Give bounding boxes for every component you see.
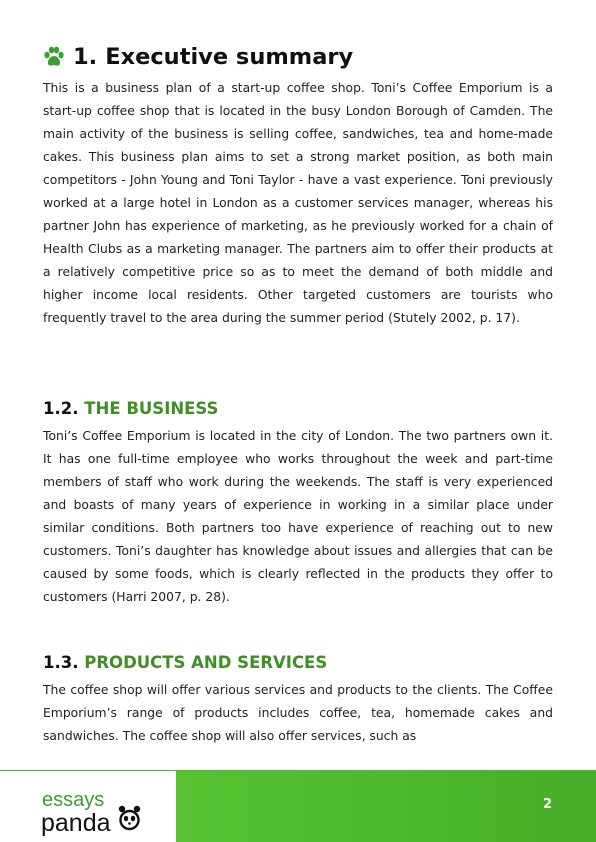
executive-summary-paragraph: This is a business plan of a start-up coffee shop. Toni’s Coffee Emporium is a start-up coffee shop that is located in the busy London Borough of Camden. The main activity of the business is selling coffee, sandwiches, tea and home-made cakes. This business plan aims to set a strong market position, as both main competitors - John Young and Toni Taylor - have a vast experience. Toni previously worked at a large hotel in London as a customer services manager, whereas his partner John has experience of marketing, as he previously worked for a chain of Health Clubs as a marketing manager. The partners aim to offer their products at a relatively competitive price so as to meet the demand of both middle and higher income local residents. Other targeted customers are tourists who frequently travel to the area during the summer period (Stutely 2002, p. 17).: [43, 81, 553, 325]
heading-title: Executive summary: [105, 44, 354, 70]
section-title: THE BUSINESS: [84, 399, 219, 418]
section-heading-business: [43, 399, 218, 418]
section-number: 1.3.: [43, 653, 79, 672]
section-number: 1.2.: [43, 399, 79, 418]
page-footer: [0, 770, 596, 842]
essays-panda-logo: [40, 784, 150, 836]
logo-text-top: essays: [42, 789, 105, 811]
heading-number: 1.: [73, 44, 98, 70]
section-heading-executive-summary: [42, 44, 353, 70]
panda-face-icon: [119, 806, 140, 829]
footer-green-band: [176, 771, 596, 842]
products-paragraph: The coffee shop will offer various services and products to the clients. The Coffee Emporium’s range of products includes coffee, tea, homemade cakes and sandwiches. The coffee shop will also offer services, such as: [43, 683, 553, 743]
page-number: 2: [542, 797, 552, 812]
section-title: PRODUCTS AND SERVICES: [84, 653, 328, 672]
section-heading-products: [43, 653, 327, 672]
business-paragraph: Toni’s Coffee Emporium is located in the city of London. The two partners own it. It has one full-time employee who works throughout the week and part-time members of staff who work during the weekends. The staff is very experienced and boasts of many years of experience in working in a similar place under similar conditions. Both partners too have experience of reaching out to new customers. Toni’s daughter has knowledge about issues and allergies that can be caused by some foods, which is clearly reflected in the products they offer to customers (Harri 2007, p. 28).: [43, 429, 553, 604]
logo-text-bottom: panda: [41, 809, 111, 836]
paw-icon: [42, 45, 66, 69]
